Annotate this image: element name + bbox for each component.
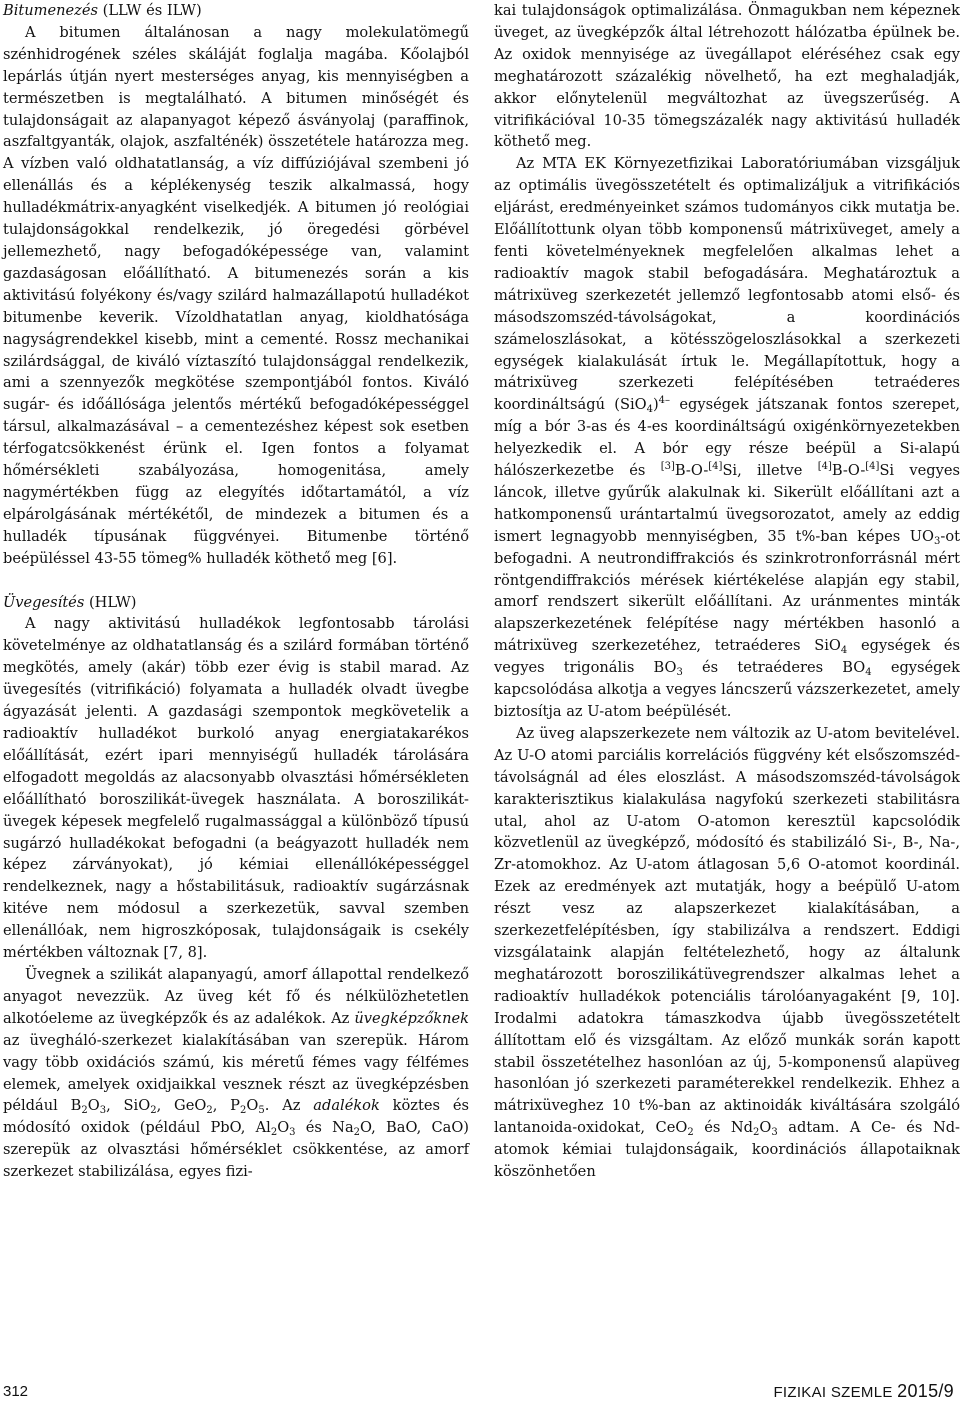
- vitrification-heading-line: [3, 592, 469, 614]
- vitrification-paragraph-1: A nagy aktivitású hulladékok legfontosabb tárolási követelménye az oldhatatlanság és a szilárd formában történő megkötés, amely (akár) több ezer évig is stabil marad. Az üvegesítés (vitrifikáció) folyamata a hulladék olvadt üvegbe ágyazását jelenti. A gazdasági szempontok megkövetelik a radioaktív hulladékot burkoló anyag energiatakarékos előállítását, ezért ipari mennyiségű hulladék tárolására elfogadott megoldás az alacsonyabb olvasztási hőmérsékleten előállítható boroszilikát-üvegek használata. A boroszilikát-üvegek képesek megfelelő rugalmassággal a különböző típusú sugárzó hulladékokat befogadni (a beágyazott hulladék nem képez zárványokat), jó kémiai ellenállóképességgel rendelkeznek, nagy a hőstabilitásuk, radioaktív sugárzásnak kitéve nem módosul a szerkezetük, savval szemben ellenállóak, nem higroszkóposak, tulajdonságaik is csekély mértékben változnak [7, 8].: [3, 615, 469, 962]
- term-additives: adalékok: [313, 1097, 380, 1115]
- vitrification-paragraph-2: Üvegnek a szilikát alapanyagú, amorf állapottal rendelkező anyagot nevezzük. Az üveg két fő és nélkülözhetetlen alkotóeleme az üvegképzők és az adalékok. Az üvegképzőknek az üvegháló-szerkezet kialakításában van szerepük. Három vagy több oxidációs számú, kis méretű fémes vagy félfémes elemek, amelyek oxidjaikkal vesznek részt az üvegképzésben például $B_2O_3$, SiO$_2$, GeO$_2$, $P_2O_5$. Az adalékok köztes és módosító oxidok (például PbO, $Al_2O_3$ és $Na_2O$, BaO, CaO) szerepük az olvasztási hőmérséklet csökkentése, az amorf szerkezet stabilizálása, egyes fizi-: [3, 965, 469, 1181]
- journal-footer: [773, 1381, 954, 1402]
- page-number: 312: [3, 1383, 29, 1400]
- right-paragraph-1: kai tulajdonságok optimalizálása. Önmagukban nem képeznek üveget, az üvegképzők által létrehozott hálózatba épülnek be. Az oxidok mennyisége az üvegállapot eléréséhez csak egy meghatározott százalékig növelhető, ha ezt meghaladják, akkor előnytelenül megváltozhat az üvegszerűség. A vitrifikációval 10-35 tömegszázalék nagy aktivitású hulladék köthető meg.: [494, 2, 960, 151]
- right-column: [494, 0, 960, 1183]
- right-paragraph-2: Az MTA EK Környezetfizikai Laboratóriumában vizsgáljuk az optimális üvegösszetételt és optimalizáljuk a vitrifikációs eljárást, eredményeinket számos tudományos cikk mutatja be. Előállítottunk olyan több komponensű mátrixüveget, amely a fenti követelményeknek megfelelően alkalmas lehet a radioaktív magok stabil befogadására. Meghatároztuk a mátrixüveg szerkezetét jellemző legfontosabb atomi első- és másodszomszéd-távolságokat, a koordinációs számeloszlásokat, a kötésszögeloszlásokkal a szerkezeti egységek kialakulását írtuk le. Megállapítottuk, hogy a mátrixüveg szerkezeti felépítésében tetraéderes koordináltságú $(SiO_4)^{4-}$ egységek játszanak fontos szerepet, míg a bór 3-as és 4-es koordináltságú oxigénkörnyezetekben helyezkedik el. A bór egy része beépül a Si-alapú hálószerkezetbe és [3]B-O-[4]Si, illetve [4]B-O-[4]Si vegyes láncok, illetve gyűrűk alakulnak ki. Sikerült előállítani azt a hatkomponensű urántartalmú üvegsorozatot, amely az eddig ismert legnagyobb mennyiségben, 35 t%-ban képes $UO_3-ot$ befogadni. A neutrondiffrakciós és szinkrotronforrásnál mért röntgendiffrakciós mérések kiértékelése alapján egy stabil, amorf rendszert sikerült előállítani. Az uránmentes minták alapszerkezetének felépítése nagy mértékben hasonló a mátrixüveg szerkezetéhez, tetraéderes SiO$_4$ egységek és vegyes trigonális $BO_3$ és tetraéderes $BO_4$ egységek kapcsolódása alkotja a vegyes láncszerű vázszerkezetet, amely biztosítja az U-atom beépülését.: [494, 155, 960, 720]
- left-column: [3, 0, 469, 1183]
- bitumen-heading-line: [3, 0, 469, 22]
- bitumen-heading-suffix: (LLW és ILW): [97, 2, 202, 19]
- vitrification-heading-suffix: (HLW): [84, 593, 137, 611]
- term-glass-formers: üvegképzőknek: [354, 1009, 469, 1027]
- journal-name: FIZIKAI SZEMLE: [773, 1384, 893, 1401]
- bitumen-heading: Bitumenezés: [3, 2, 98, 19]
- bitumen-paragraph: A bitumen általánosan a nagy molekulatömegű szénhidrogének széles skáláját foglalja magába. Kőolajból lepárlás útján nyert mesterséges anyag, kis mennyiségben a természetben is megtalálható. A bitumen minőségét és tulajdonságait az alapanyagot képező ásványolaj (paraffinok, aszfaltgyanták, olajok, aszfalténék) összetétele határozza meg. A vízben való oldhatatlanság, a víz diffúziójával szembeni jó ellenállás és a képlékenység teszik alkalmassá, hogy hulladékmátrix-anyagként viselkedjék. A bitumen jó reológiai tulajdonságokkal rendelkezik, jó öregedési görbével jellemezhető, nagy befogadóképessége van, valamint gazdaságosan előállítható. A bitumenezés során a kis aktivitású folyékony és/vagy szilárd halmazállapotú hulladékot bitumenbe keverik. Vízoldhatatlan anyag, kioldhatósága nagyságrendekkel kisebb, mint a cementé. Rossz mechanikai szilárdsággal, de kiváló víztaszító tulajdonsággal rendelkezik, ami a szennyezők megkötése szempontjából fontos. Kiváló sugár- és időállósága jelentős mértékű befogadóképességgel társul, alkalmazásával – a cementezéshez képest sok esetben térfogatcsökkenést érünk el. Igen fontos a folyamat hőmérsékleti szabályozása, homogenitása, amely nagymértékben függ az elegyítés időtartamától, a víz elpárolgásának mértékétől, de mindezek a bitumen és a hulladék típusának függvényei. Bitumenbe történő beépüléssel 43-55 tömeg% hulladék köthető meg [6].: [3, 23, 469, 567]
- right-paragraph-3: Az üveg alapszerkezete nem változik az U-atom bevitelével. Az U-O atomi parciális korrelációs függvény két elsőszomszéd-távolságnál ad éles eloszlást. A másodszomszéd-távolságok karakterisztikus kialakulása nagyfokú szerkezeti stabilitásra utal, ahol az U-atom O-atomon keresztül kapcsolódik közvetlenül az üvegképző, módosító és stabilizáló Si-, B-, Na-, Zr-atomokhoz. Az U-atom átlagosan 5,6 O-atomot koordinál. Ezek az eredmények azt mutatják, hogy a beépülő U-atom részt vesz az alapszerkezet kialakításában, a szerkezetfelépítésben, így stabilizálva a rendszert. Eddigi vizsgálataink alapján feltételezhető, hogy az általunk meghatározott boroszilikátüvegrendszer alkalmas lehet a radioaktív hulladékok potenciális tárolóanyagaként [9, 10]. Irodalmi adatokra támaszkodva újabb üvegösszetételt állítottam elő és vizsgáltam. Az előző munkák során kapott stabil összetételhez hasonlóan az új, 5-komponensű alapüveg hasonlóan jó szerkezeti paraméterekkel rendelkezik. Ehhez a mátrixüveghez 10 t%-ban az aktinoidák kiváltására szolgáló lantanoida-oxidokat, CeO$_2$ és $Nd_2O_3$ adtam. A Ce- és Nd-atomok kémiai tulajdonságaik, koordinációs állapotaiknak köszönhetően: [494, 724, 960, 1181]
- vitrification-heading: Üvegesítés: [3, 593, 85, 611]
- journal-issue: 2015/9: [897, 1381, 954, 1401]
